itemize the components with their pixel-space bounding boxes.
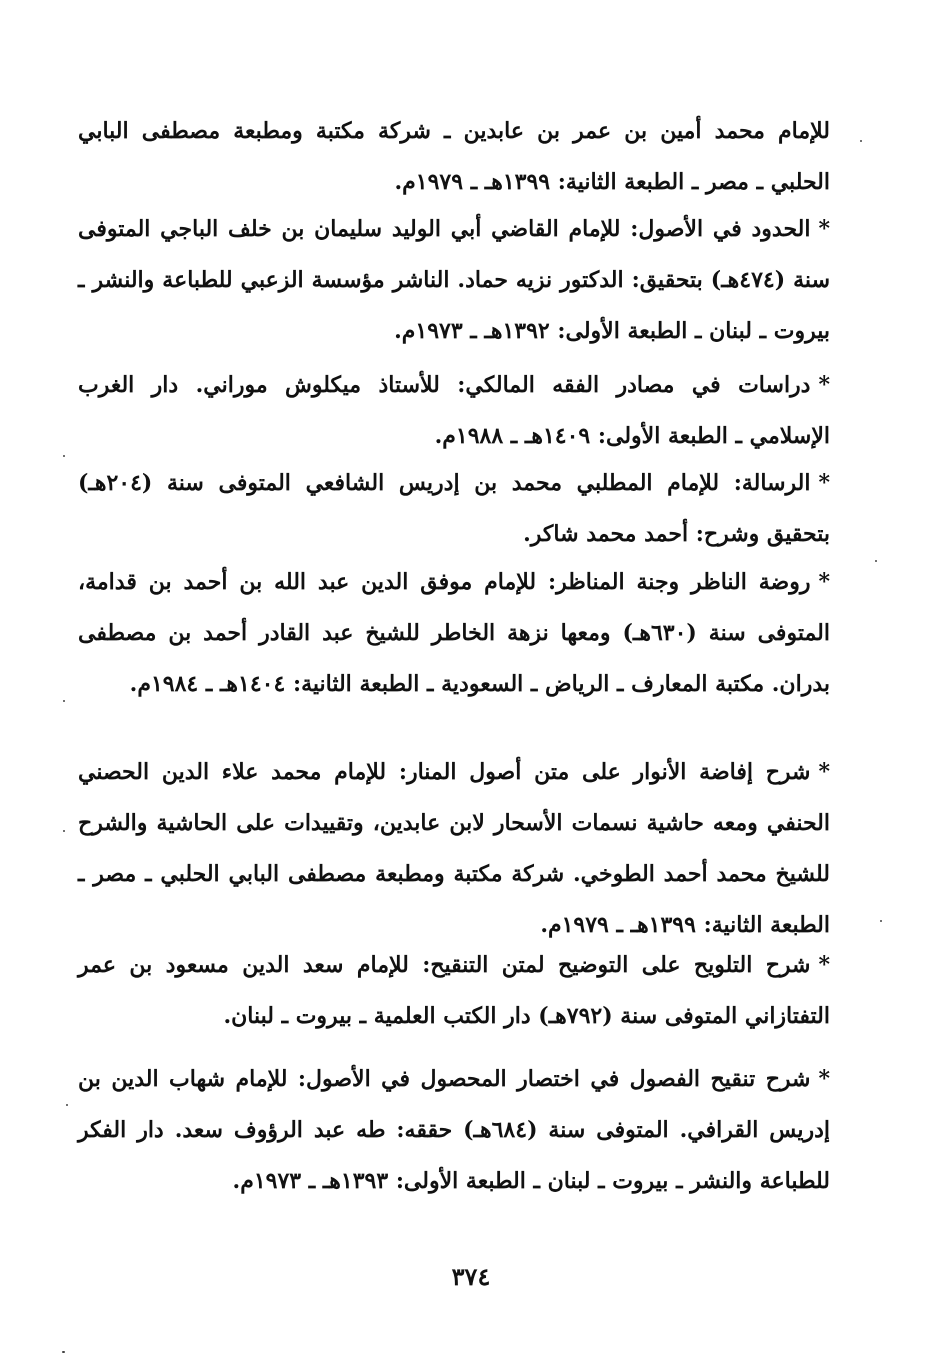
bibliography-entry: [78, 204, 830, 357]
scan-speck: [63, 700, 65, 702]
bibliography-entry: [78, 458, 830, 560]
entry-text: الحدود في الأصول: للإمام القاضي أبي الوليد سليمان بن خلف الباجي المتوفى سنة (٤٧٤هـ) بتحقيق: الدكتور نزيه حماد. الناشر مؤسسة الزعبي للطباعة والنشر ـ بيروت ـ لبنان ـ الطبعة الأولى: ١٣٩٢هـ ـ ١٩٧٣م.: [78, 216, 831, 344]
scan-speck: [860, 140, 862, 142]
bullet-marker: *: [818, 216, 830, 242]
scan-speck: [66, 1104, 68, 1106]
bibliography-entry: [78, 1054, 830, 1207]
bibliography-entry: [78, 106, 830, 208]
entry-text: شرح تنقيح الفصول في اختصار المحصول في الأصول: للإمام شهاب الدين بن إدريس القرافي. المتوفى سنة (٦٨٤هـ) حققه: طه عبد الرؤوف سعد. دار الفكر للطباعة والنشر ـ بيروت ـ لبنان ـ الطبعة الأولى: ١٣٩٣هـ ـ ١٩٧٣م.: [78, 1066, 830, 1194]
bibliography-entry: [78, 940, 830, 1042]
bibliography-entry: [78, 360, 830, 462]
scan-speck: [880, 920, 882, 922]
bullet-marker: *: [818, 952, 830, 978]
entry-text: شرح التلويح على التوضيح لمتن التنقيح: للإمام سعد الدين مسعود بن عمر التفتازاني المتوفى سنة (٧٩٢هـ) دار الكتب العلمية ـ بيروت ـ لبنان.: [78, 952, 830, 1029]
bullet-marker: *: [818, 1066, 830, 1092]
bibliography-entry: [78, 747, 830, 951]
bullet-marker: *: [818, 372, 830, 398]
entry-text: روضة الناظر وجنة المناظر: للإمام موفق الدين عبد الله بن أحمد بن قدامة، المتوفى سنة (٦٣٠هـ) ومعها نزهة الخاطر للشيخ عبد القادر أحمد بن مصطفى بدران. مكتبة المعارف ـ الرياض ـ السعودية ـ الطبعة الثانية: ١٤٠٤هـ ـ ١٩٨٤م.: [78, 569, 830, 697]
bullet-marker: *: [818, 759, 830, 785]
entry-text: شرح إفاضة الأنوار على متن أصول المنار: للإمام محمد علاء الدين الحصني الحنفي ومعه حاشية نسمات الأسحار لابن عابدين، وتقييدات على الحاشية والشرح للشيخ محمد أحمد الطوخي. شركة مكتبة ومطبعة مصطفى البابي الحلبي ـ مصر ـ الطبعة الثانية: ١٣٩٩هـ ـ ١٩٧٩م.: [78, 759, 830, 938]
bibliography-entry: [78, 557, 830, 710]
scan-speck: [63, 455, 65, 457]
bullet-marker: *: [818, 569, 830, 595]
entry-text: الرسالة: للإمام المطلبي محمد بن إدريس الشافعي المتوفى سنة (٢٠٤هـ) بتحقيق وشرح: أحمد محمد شاكر.: [78, 470, 830, 547]
scan-speck: [875, 560, 877, 562]
bullet-marker: *: [818, 470, 830, 496]
scan-speck: [62, 1351, 65, 1353]
entry-text: دراسات في مصادر الفقه المالكي: للأستاذ ميكلوش موراني. دار الغرب الإسلامي ـ الطبعة الأولى: ١٤٠٩هـ ـ ١٩٨٨م.: [78, 372, 830, 449]
scan-speck: [63, 830, 65, 832]
page-number: ٣٧٤: [451, 1262, 491, 1291]
entry-text: للإمام محمد أمين بن عمر بن عابدين ـ شركة مكتبة ومطبعة مصطفى البابي الحلبي ـ مصر ـ الطبعة الثانية: ١٣٩٩هـ ـ ١٩٧٩م.: [78, 118, 830, 195]
